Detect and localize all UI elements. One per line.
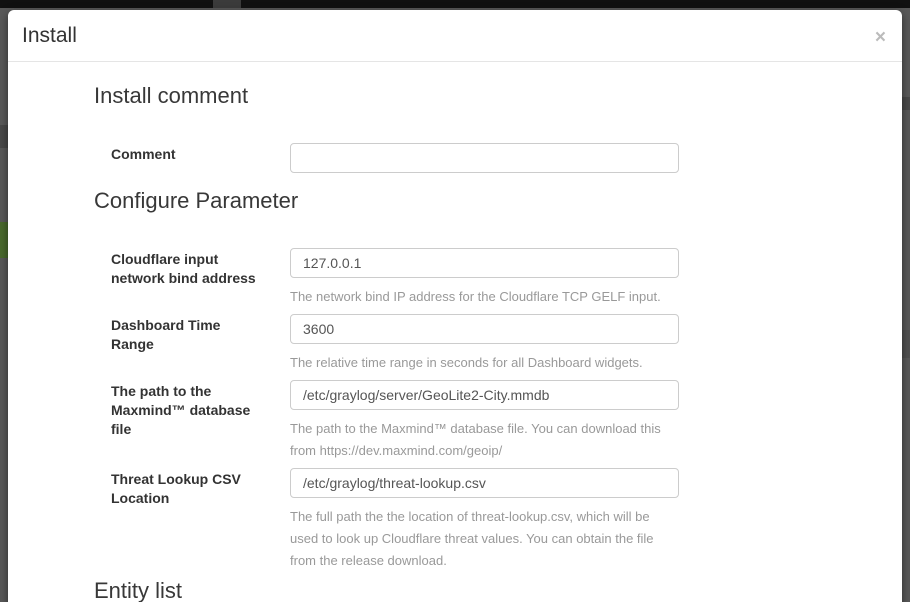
modal-title: Install: [22, 24, 77, 47]
bind-address-help: The network bind IP address for the Cloudflare TCP GELF input.: [290, 289, 661, 304]
dashboard-time-range-input[interactable]: [290, 314, 679, 344]
comment-field-col: [290, 143, 679, 173]
threat-lookup-csv-input[interactable]: [290, 468, 679, 498]
background-navbar-item: [213, 0, 241, 8]
maxmind-db-path-help: The path to the Maxmind™ database file. You can download this from https://dev.maxmind.com/geoip/: [290, 421, 661, 458]
dashboard-time-range-help: The relative time range in seconds for all Dashboard widgets.: [290, 355, 643, 370]
form-row-threat-lookup-csv: [111, 468, 872, 572]
bind-address-input[interactable]: [290, 248, 679, 278]
close-icon[interactable]: ×: [874, 27, 886, 48]
threat-lookup-csv-field-col: [290, 468, 679, 572]
threat-lookup-csv-help: The full path the the location of threat-lookup.csv, which will be used to look up Cloudflare threat values. You can obtain the file from the release download.: [290, 509, 654, 568]
threat-lookup-csv-label: Threat Lookup CSV Location: [111, 471, 241, 506]
section-heading-entity-list: Entity list: [94, 578, 183, 602]
dashboard-time-range-field-col: [290, 314, 679, 374]
bind-address-field-col: [290, 248, 679, 308]
form-row-bind-address: [111, 248, 872, 308]
maxmind-db-path-label: The path to the Maxmind™ database file: [111, 383, 251, 437]
dashboard-time-range-label: Dashboard Time Range: [111, 317, 221, 352]
comment-input[interactable]: [290, 143, 679, 173]
comment-label: Comment: [111, 146, 176, 162]
form-row-dashboard-time-range: [111, 314, 872, 374]
background-fragment-right: [902, 97, 910, 110]
maxmind-db-path-input[interactable]: [290, 380, 679, 410]
background-navbar: [0, 0, 910, 8]
section-heading-configure-parameter: Configure Parameter: [94, 188, 299, 213]
form-row-maxmind-db-path: [111, 380, 872, 462]
bind-address-label: Cloudflare input network bind address: [111, 251, 256, 286]
maxmind-db-path-field-col: [290, 380, 679, 462]
section-heading-install-comment: Install comment: [94, 83, 249, 108]
modal-body: [8, 62, 902, 602]
install-modal: [8, 10, 902, 602]
form-row-comment: [111, 143, 872, 173]
modal-header: [8, 10, 902, 62]
background-fragment-right-2: [902, 330, 910, 358]
